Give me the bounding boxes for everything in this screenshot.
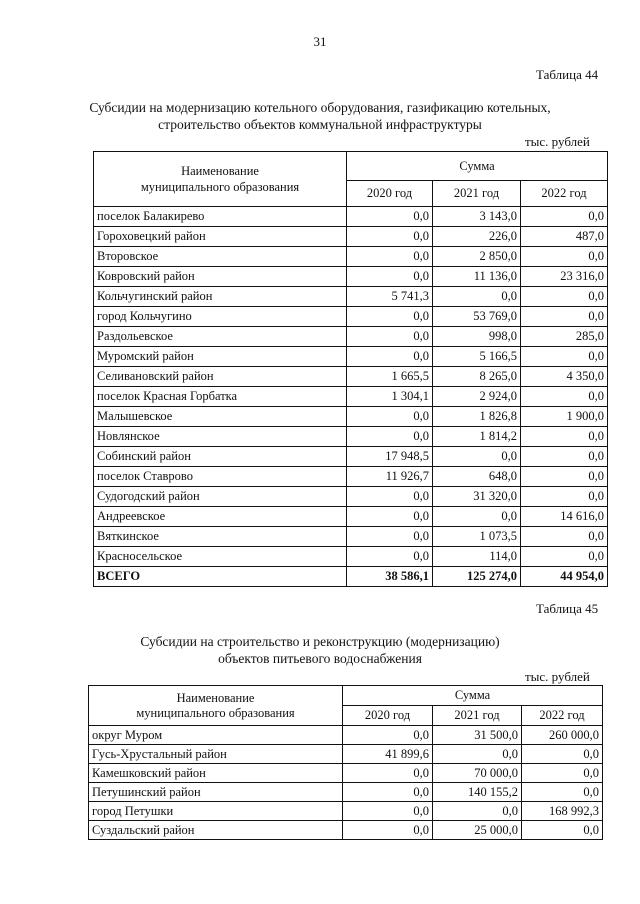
table-row <box>94 527 608 547</box>
municipality-name: Раздольевское <box>94 327 347 347</box>
table-row <box>94 367 608 387</box>
value-2021: 0,0 <box>433 507 521 527</box>
table-45 <box>88 685 603 840</box>
municipality-name: Муромский район <box>94 347 347 367</box>
value-2021: 998,0 <box>433 327 521 347</box>
value-2021: 1 814,2 <box>433 427 521 447</box>
value-2021: 53 769,0 <box>433 307 521 327</box>
value-2022: 487,0 <box>521 227 608 247</box>
table-45-title <box>0 633 640 667</box>
value-2020: 0,0 <box>343 821 433 840</box>
table-row <box>94 387 608 407</box>
value-2020: 0,0 <box>343 783 433 802</box>
municipality-name: Кольчугинский район <box>94 287 347 307</box>
table-row <box>94 487 608 507</box>
municipality-name: Ковровский район <box>94 267 347 287</box>
table-row <box>89 821 603 840</box>
value-2020: 0,0 <box>347 307 433 327</box>
table-row <box>94 447 608 467</box>
municipality-name: поселок Балакирево <box>94 207 347 227</box>
value-2022: 0,0 <box>521 287 608 307</box>
table-44-units: тыс. рублей <box>525 134 590 149</box>
value-2020: 0,0 <box>347 407 433 427</box>
value-2020: 11 926,7 <box>347 467 433 487</box>
name-column-header <box>94 152 347 207</box>
value-2021: 11 136,0 <box>433 267 521 287</box>
table-row <box>94 427 608 447</box>
total-row <box>94 567 608 587</box>
year-2021-header: 2021 год <box>433 706 522 726</box>
value-2021: 0,0 <box>433 447 521 467</box>
table-45-units: тыс. рублей <box>525 669 590 684</box>
name-header-line2: муниципального образования <box>140 180 300 194</box>
value-2021: 31 320,0 <box>433 487 521 507</box>
value-2022: 285,0 <box>521 327 608 347</box>
municipality-name: Новлянское <box>94 427 347 447</box>
value-2022: 0,0 <box>521 347 608 367</box>
table-row <box>94 467 608 487</box>
table-row <box>94 307 608 327</box>
municipality-name: Второвское <box>94 247 347 267</box>
value-2021: 2 850,0 <box>433 247 521 267</box>
municipality-name: Гороховецкий район <box>94 227 347 247</box>
table-44-label: Таблица 44 <box>536 67 599 82</box>
municipality-name: Вяткинское <box>94 527 347 547</box>
year-2020-header: 2020 год <box>343 706 433 726</box>
municipality-name: Малышевское <box>94 407 347 427</box>
value-2020: 41 899,6 <box>343 745 433 764</box>
municipality-name: Гусь-Хрустальный район <box>89 745 343 764</box>
value-2020: 1 304,1 <box>347 387 433 407</box>
value-2021: 70 000,0 <box>433 764 522 783</box>
value-2022: 0,0 <box>521 447 608 467</box>
table-row <box>94 407 608 427</box>
year-2020-header: 2020 год <box>347 181 433 207</box>
table-row <box>89 802 603 821</box>
value-2021: 226,0 <box>433 227 521 247</box>
sum-column-header: Сумма <box>343 686 603 706</box>
table-row <box>94 267 608 287</box>
year-2022-header: 2022 год <box>522 706 603 726</box>
value-2020: 0,0 <box>343 726 433 745</box>
table-row <box>94 207 608 227</box>
municipality-name: Суздальский район <box>89 821 343 840</box>
name-header-line1: Наименование <box>176 690 255 705</box>
table-row <box>89 783 603 802</box>
value-2021: 1 826,8 <box>433 407 521 427</box>
value-2021: 140 155,2 <box>433 783 522 802</box>
value-2021: 648,0 <box>433 467 521 487</box>
value-2022: 14 616,0 <box>521 507 608 527</box>
municipality-name: город Кольчугино <box>94 307 347 327</box>
value-2020: 0,0 <box>347 327 433 347</box>
value-2022: 0,0 <box>522 821 603 840</box>
municipality-name: город Петушки <box>89 802 343 821</box>
value-2022: 0,0 <box>521 527 608 547</box>
municipality-name: Петушинский район <box>89 783 343 802</box>
year-2022-header: 2022 год <box>521 181 608 207</box>
value-2020: 0,0 <box>347 247 433 267</box>
value-2022: 4 350,0 <box>521 367 608 387</box>
value-2021: 8 265,0 <box>433 367 521 387</box>
value-2022: 0,0 <box>521 207 608 227</box>
municipality-name: поселок Ставрово <box>94 467 347 487</box>
total-2021: 125 274,0 <box>433 567 521 587</box>
value-2022: 0,0 <box>521 247 608 267</box>
table-row <box>94 327 608 347</box>
municipality-name: Судогодский район <box>94 487 347 507</box>
municipality-name: Селивановский район <box>94 367 347 387</box>
table-row <box>94 287 608 307</box>
table-row <box>94 507 608 527</box>
municipality-name: Красносельское <box>94 547 347 567</box>
name-column-header <box>89 686 343 726</box>
value-2020: 0,0 <box>343 802 433 821</box>
value-2020: 5 741,3 <box>347 287 433 307</box>
table-row <box>89 764 603 783</box>
municipality-name: Собинский район <box>94 447 347 467</box>
value-2020: 0,0 <box>347 227 433 247</box>
value-2022: 0,0 <box>521 487 608 507</box>
value-2021: 0,0 <box>433 745 522 764</box>
value-2021: 1 073,5 <box>433 527 521 547</box>
value-2022: 0,0 <box>521 307 608 327</box>
value-2022: 0,0 <box>522 783 603 802</box>
value-2020: 0,0 <box>347 427 433 447</box>
value-2020: 0,0 <box>347 527 433 547</box>
value-2022: 0,0 <box>521 427 608 447</box>
value-2022: 168 992,3 <box>522 802 603 821</box>
table-45-title-line2: объектов питьевого водоснабжения <box>218 651 422 666</box>
value-2021: 31 500,0 <box>433 726 522 745</box>
table-row <box>94 227 608 247</box>
value-2022: 23 316,0 <box>521 267 608 287</box>
total-2020: 38 586,1 <box>347 567 433 587</box>
value-2020: 0,0 <box>347 347 433 367</box>
municipality-name: Андреевское <box>94 507 347 527</box>
value-2020: 0,0 <box>347 487 433 507</box>
municipality-name: округ Муром <box>89 726 343 745</box>
total-2022: 44 954,0 <box>521 567 608 587</box>
value-2020: 0,0 <box>347 267 433 287</box>
name-header-line2: муниципального образования <box>136 705 295 720</box>
value-2021: 3 143,0 <box>433 207 521 227</box>
value-2022: 0,0 <box>522 745 603 764</box>
value-2020: 1 665,5 <box>347 367 433 387</box>
value-2020: 0,0 <box>347 547 433 567</box>
value-2020: 0,0 <box>347 507 433 527</box>
page-number: 31 <box>313 34 327 49</box>
table-row <box>94 247 608 267</box>
table-row <box>94 347 608 367</box>
value-2022: 0,0 <box>521 467 608 487</box>
value-2022: 0,0 <box>521 387 608 407</box>
value-2022: 1 900,0 <box>521 407 608 427</box>
value-2020: 17 948,5 <box>347 447 433 467</box>
table-44-title <box>0 99 640 133</box>
value-2022: 0,0 <box>522 764 603 783</box>
total-label: ВСЕГО <box>94 567 347 587</box>
value-2021: 0,0 <box>433 287 521 307</box>
table-44-title-line2: строительство объектов коммунальной инфраструктуры <box>158 117 482 132</box>
table-44 <box>93 151 608 587</box>
sum-column-header: Сумма <box>347 152 608 181</box>
municipality-name: Камешковский район <box>89 764 343 783</box>
table-row <box>89 726 603 745</box>
table-44-title-line1: Субсидии на модернизацию котельного оборудования, газификацию котельных, <box>89 100 551 115</box>
value-2022: 0,0 <box>521 547 608 567</box>
value-2021: 2 924,0 <box>433 387 521 407</box>
value-2021: 5 166,5 <box>433 347 521 367</box>
value-2020: 0,0 <box>343 764 433 783</box>
table-45-title-line1: Субсидии на строительство и реконструкцию (модернизацию) <box>140 634 500 649</box>
value-2021: 25 000,0 <box>433 821 522 840</box>
table-row <box>89 745 603 764</box>
municipality-name: поселок Красная Горбатка <box>94 387 347 407</box>
name-header-line1: Наименование <box>181 164 259 178</box>
value-2021: 0,0 <box>433 802 522 821</box>
value-2021: 114,0 <box>433 547 521 567</box>
value-2022: 260 000,0 <box>522 726 603 745</box>
value-2020: 0,0 <box>347 207 433 227</box>
table-45-label: Таблица 45 <box>536 601 599 616</box>
year-2021-header: 2021 год <box>433 181 521 207</box>
table-row <box>94 547 608 567</box>
